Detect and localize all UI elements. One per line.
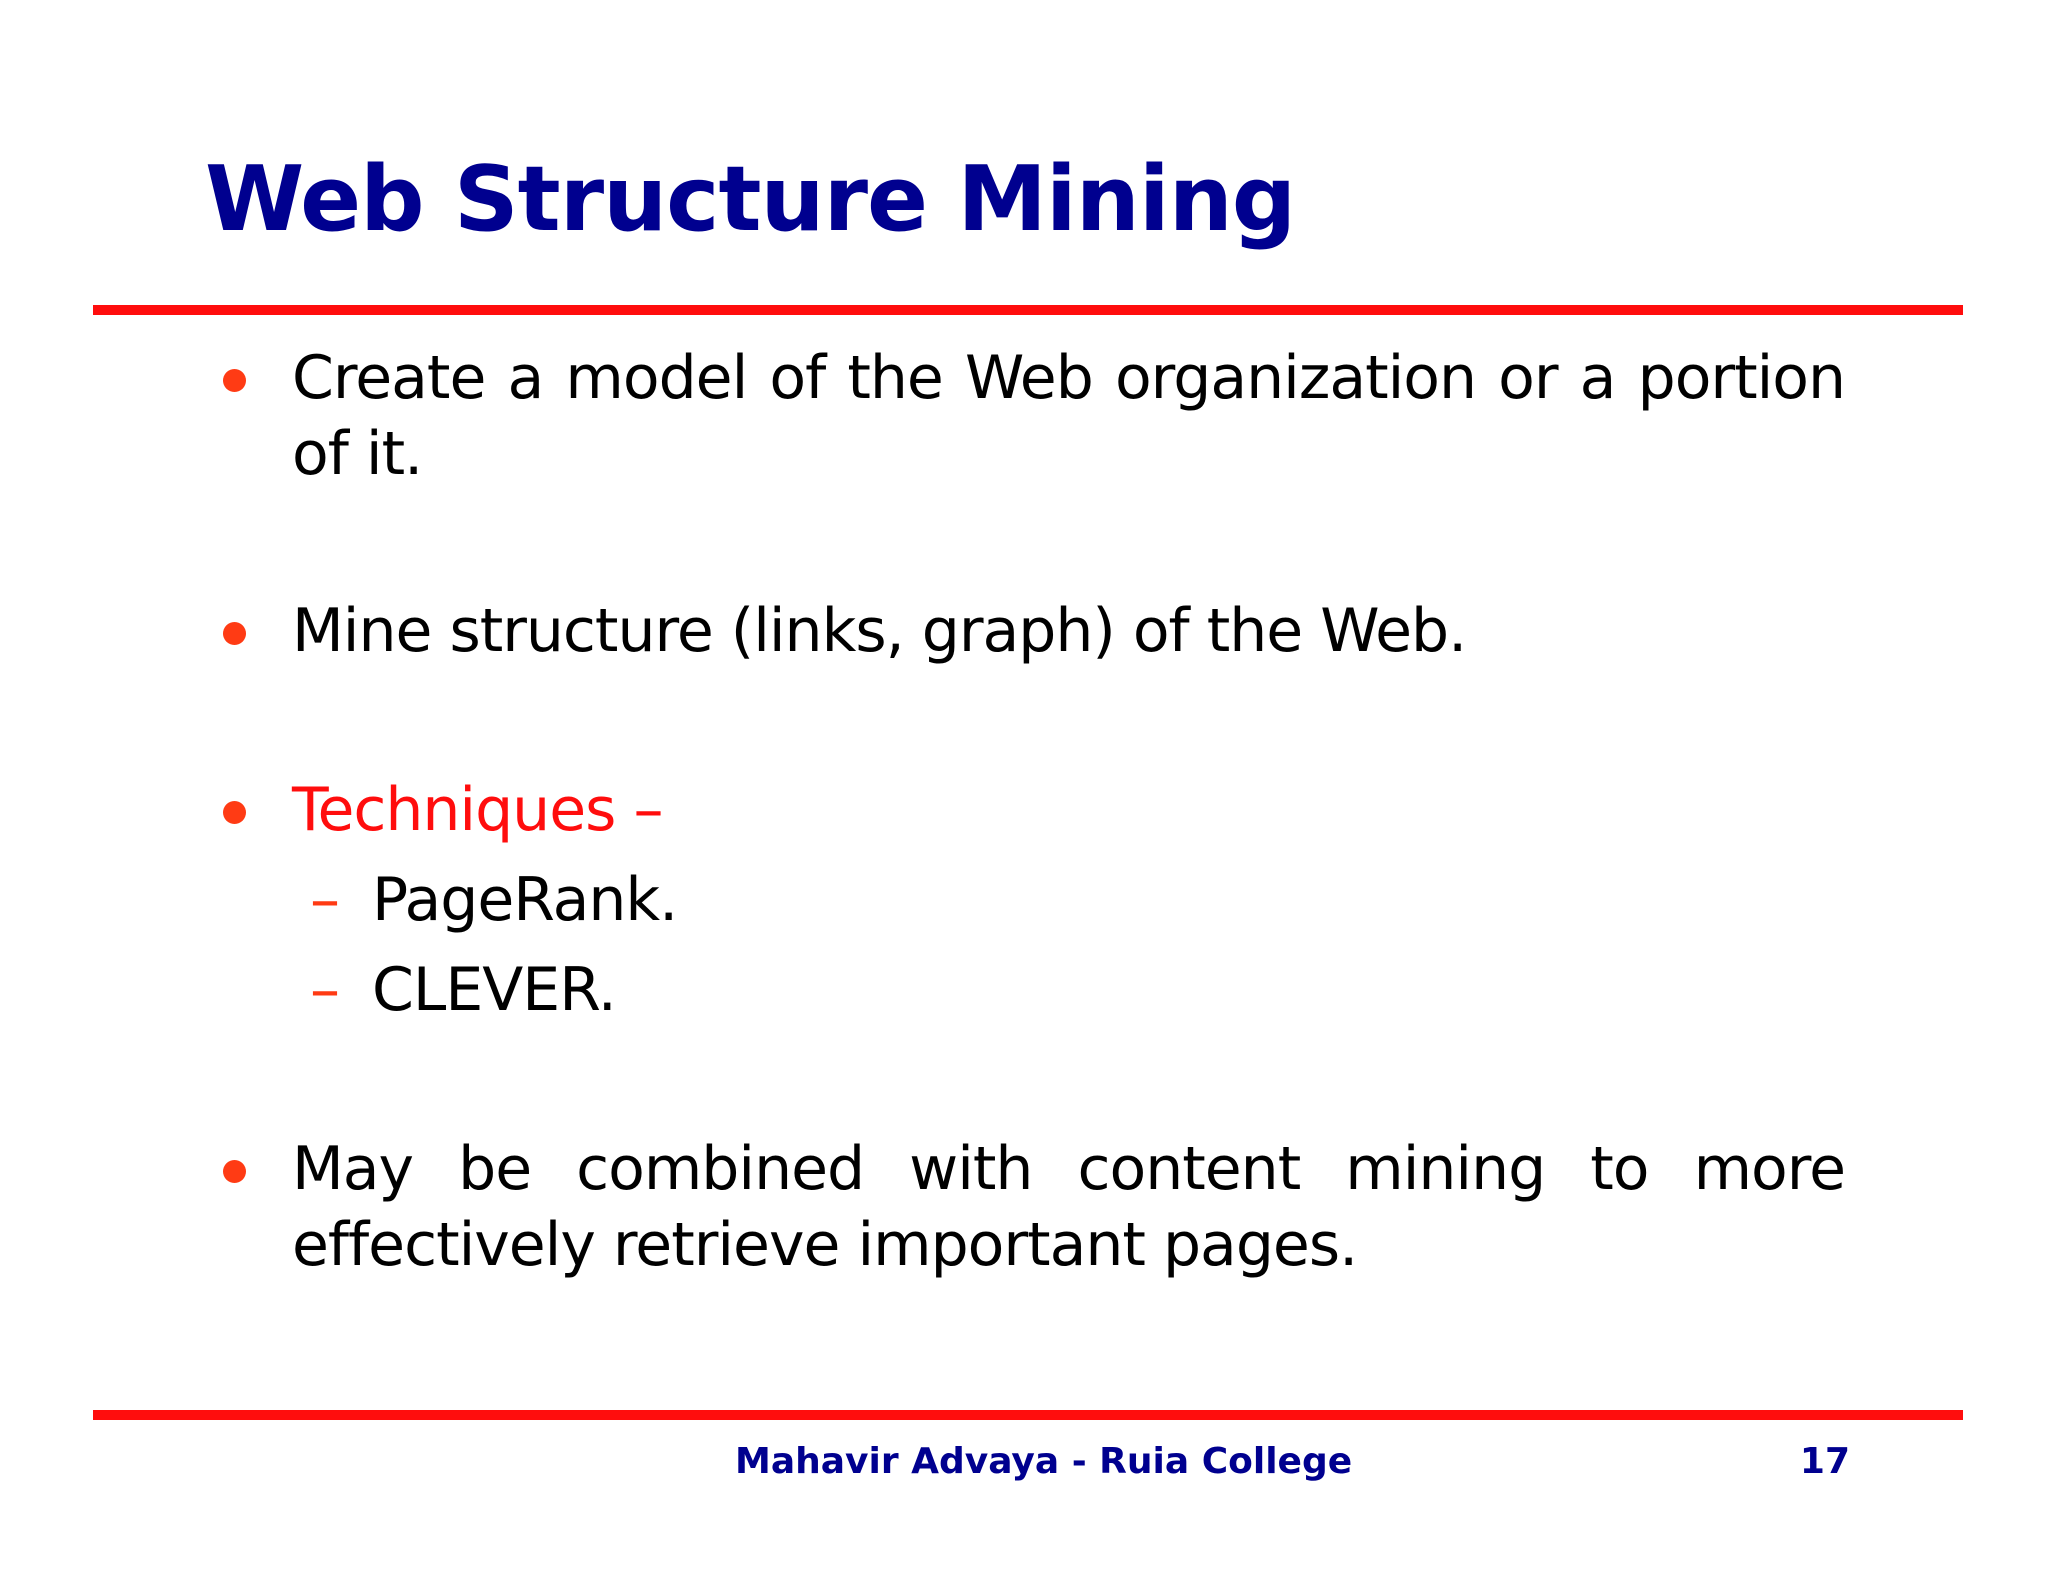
bullet-text-techniques: Techniques – — [292, 775, 663, 845]
page-number: 17 — [1799, 1441, 1850, 1482]
sub-item-text: PageRank. — [372, 865, 678, 935]
footer-divider — [93, 1410, 1963, 1420]
bullet-dot-icon — [223, 369, 246, 392]
footer-text: Mahavir Advaya - Ruia College — [735, 1441, 1353, 1482]
bullet-dot-icon — [223, 801, 246, 824]
bullet-dot-icon — [223, 1160, 246, 1183]
bullet-dot-icon — [223, 622, 246, 645]
bullet-text: May be combined with content mining to more effectively retrieve important pages. — [292, 1134, 1845, 1280]
bullet-text: Create a model of the Web organization or a portion of it. — [292, 343, 1845, 489]
sub-item-dash: – — [310, 865, 340, 935]
slide-title: Web Structure Mining — [205, 147, 1296, 252]
sub-item-dash: – — [310, 955, 340, 1025]
title-divider — [93, 305, 1963, 315]
sub-item-text: CLEVER. — [372, 955, 616, 1025]
bullet-text: Mine structure (links, graph) of the Web. — [292, 596, 1467, 666]
